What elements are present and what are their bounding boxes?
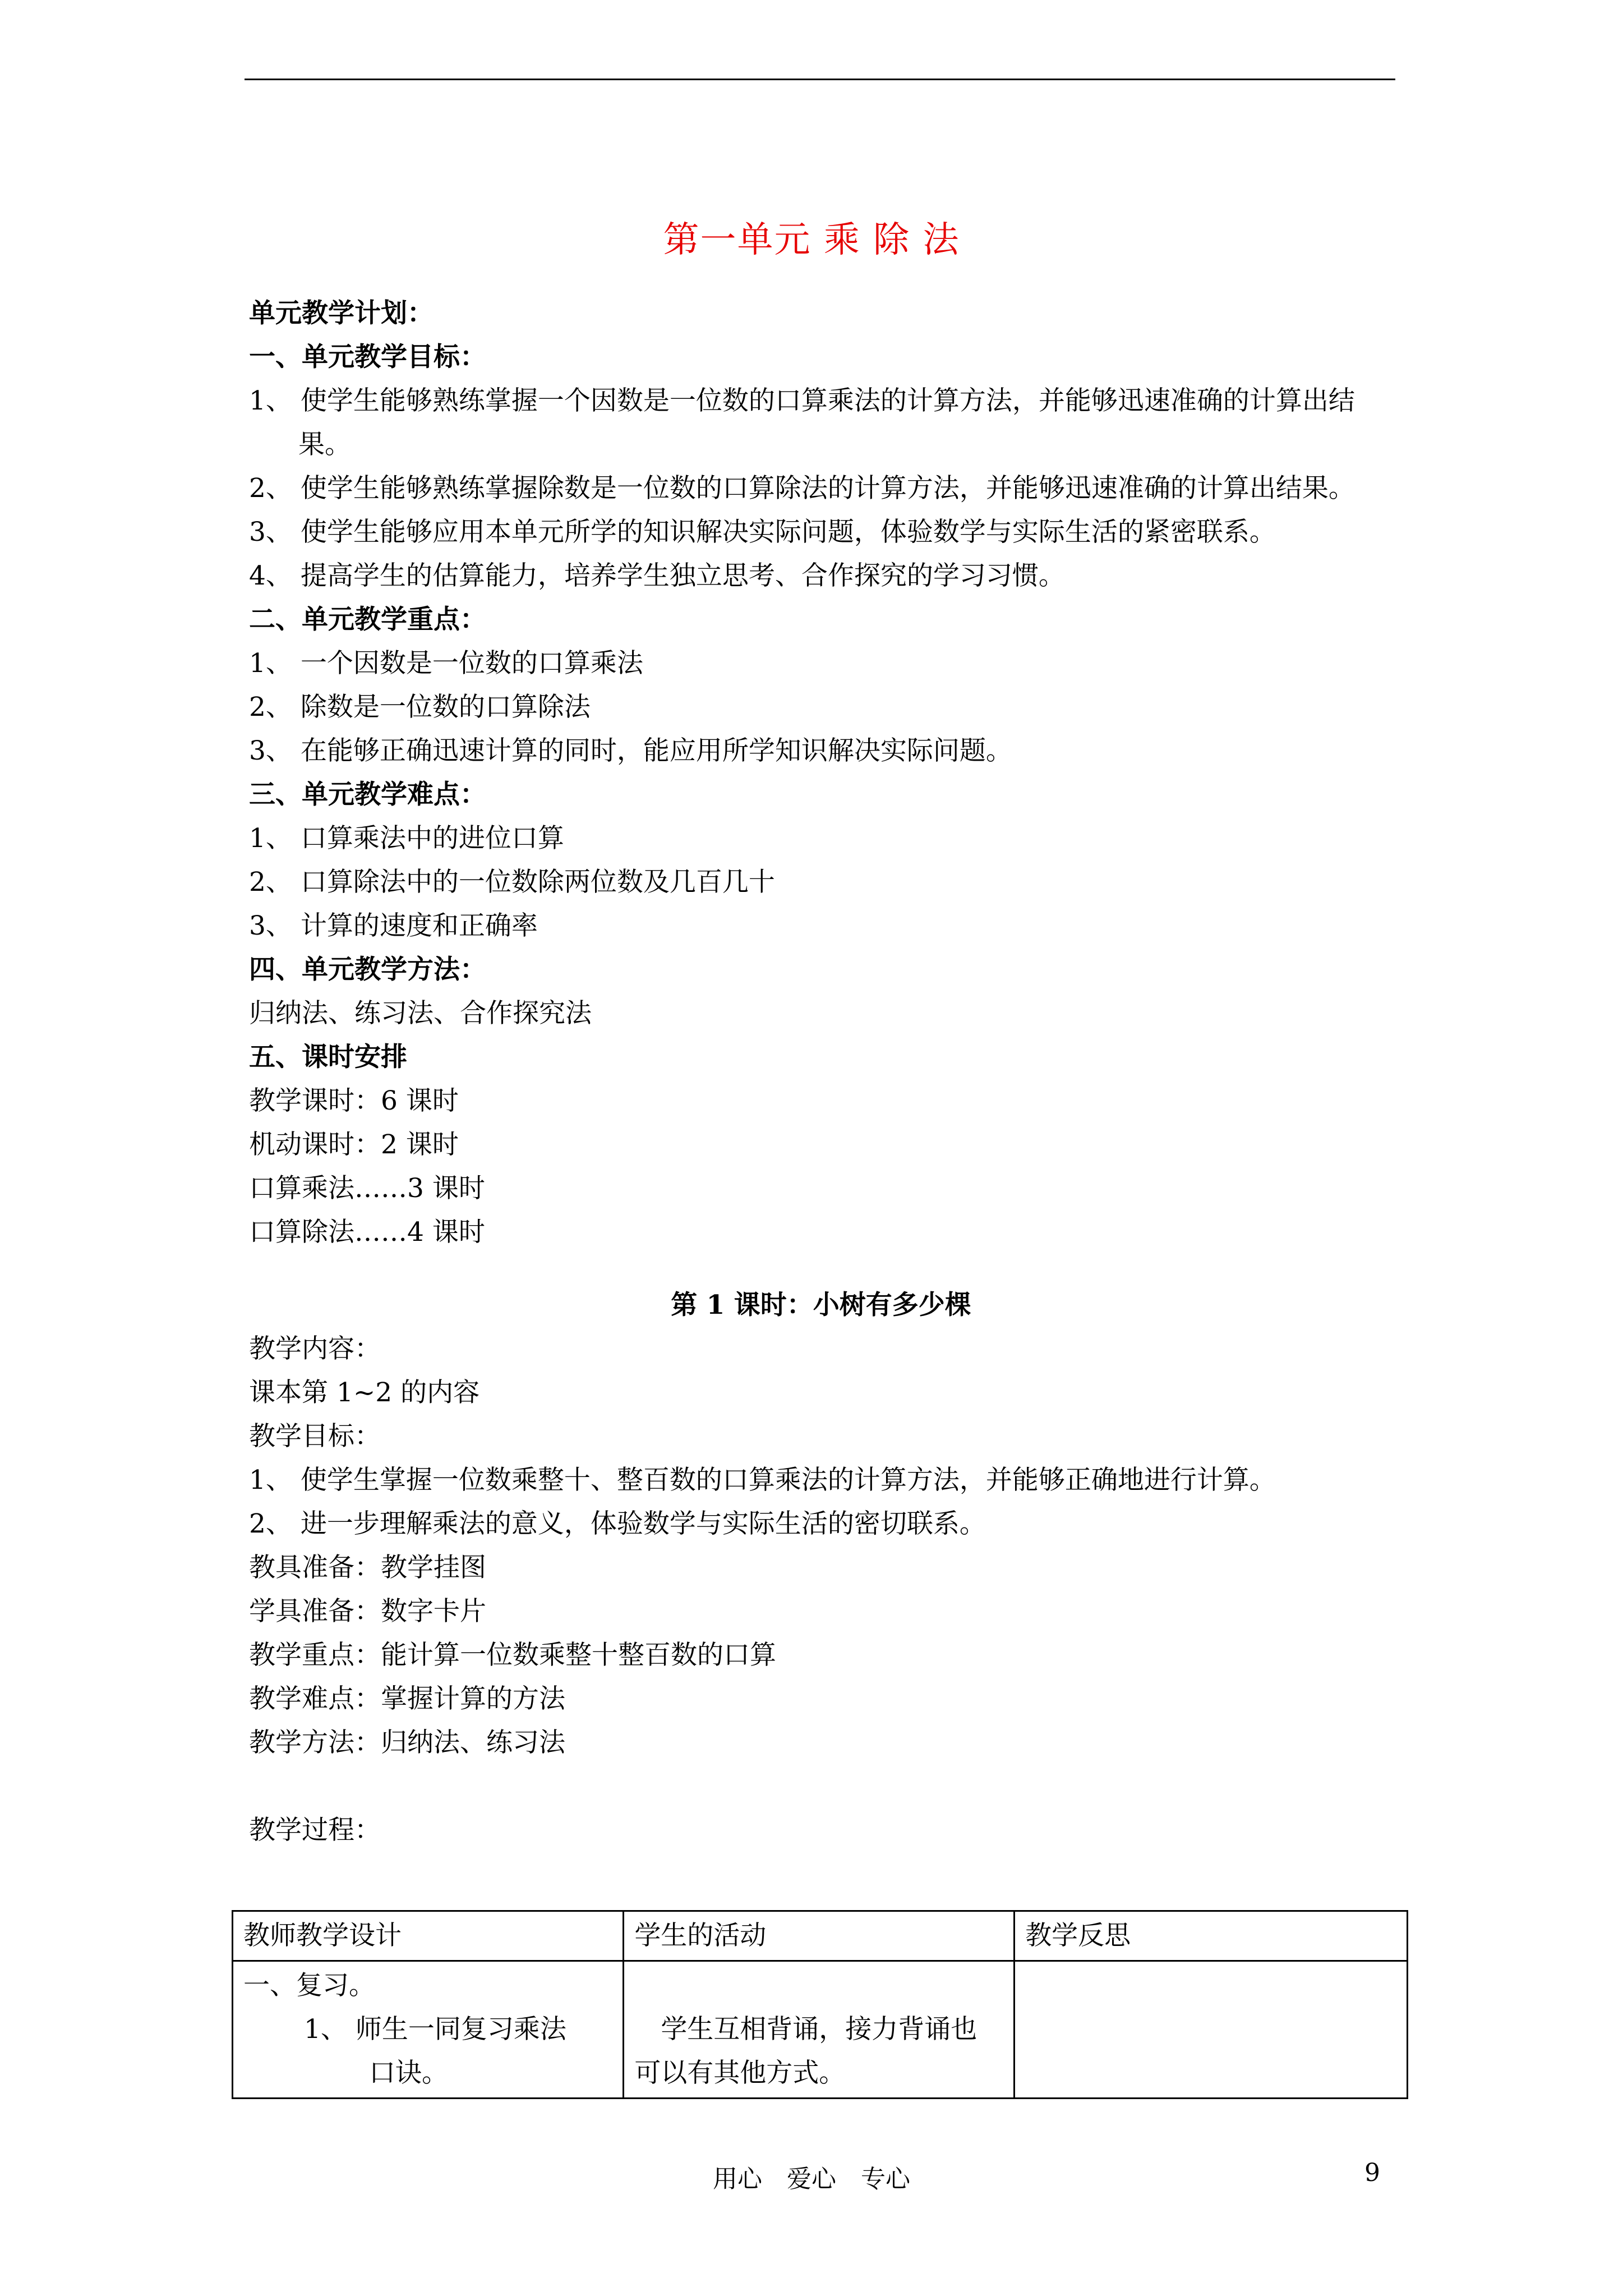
section-heading: 三、单元教学难点： [249, 779, 486, 810]
lesson-goal: 1、 使学生掌握一位数乘整十、整百数的口算乘法的计算方法，并能够正确地进行计算。 [249, 1465, 1276, 1496]
unit-title: 第一单元 乘 除 法 [663, 219, 960, 261]
student-activity-cell [624, 1961, 1015, 2099]
list-item: 2、 使学生能够熟练掌握除数是一位数的口算除法的计算方法，并能够迅速准确的计算出结果。 [249, 473, 1355, 504]
list-item: 4、 提高学生的估算能力，培养学生独立思考、合作探究的学习习惯。 [249, 560, 1065, 591]
process-label: 教学过程： [249, 1815, 381, 1846]
reflection-cell [1015, 1961, 1408, 2099]
list-item: 1、 口算乘法中的进位口算 [249, 823, 564, 854]
teacher-design-line: 1、 师生一同复习乘法 [304, 2014, 566, 2045]
plan-heading: 单元教学计划： [249, 298, 434, 329]
page-number: 9 [1364, 2159, 1380, 2187]
schedule-item: 教学课时：6 课时 [249, 1085, 459, 1116]
teacher-design-line: 一、复习。 [243, 1970, 375, 2001]
table-header-cell: 教师教学设计 [233, 1911, 624, 1961]
schedule-item: 口算除法……4 课时 [249, 1217, 485, 1248]
lesson-content: 课本第 1~2 的内容 [249, 1377, 480, 1408]
student-activity-text: 学生互相背诵，接力背诵也可以有其他方式。 [634, 2014, 978, 2088]
teacher-design-line: 口诀。 [369, 2058, 448, 2088]
teacher-design-cell [233, 1961, 624, 2099]
lesson-key-point: 教学重点：能计算一位数乘整十整百数的口算 [249, 1640, 776, 1671]
list-item: 3、 计算的速度和正确率 [249, 910, 538, 941]
section-text: 归纳法、练习法、合作探究法 [249, 998, 592, 1029]
section-heading: 五、课时安排 [249, 1042, 407, 1073]
lesson-goal-label: 教学目标： [249, 1421, 381, 1452]
section-heading: 一、单元教学目标： [249, 342, 486, 372]
list-item: 3、 使学生能够应用本单元所学的知识解决实际问题，体验数学与实际生活的紧密联系。 [249, 517, 1276, 547]
list-item: 3、 在能够正确迅速计算的同时，能应用所学知识解决实际问题。 [249, 735, 1012, 766]
header-rule [245, 79, 1395, 80]
lesson-process-table [232, 1910, 1408, 2099]
lesson-method: 教学方法：归纳法、练习法 [249, 1727, 565, 1758]
list-item: 2、 除数是一位数的口算除法 [249, 692, 591, 723]
table-header-row [233, 1911, 1408, 1961]
schedule-item: 机动课时：2 课时 [249, 1129, 459, 1160]
section-heading: 二、单元教学重点： [249, 604, 486, 635]
lesson-title: 第 1 课时：小树有多少棵 [671, 1290, 971, 1320]
teacher-tools: 教具准备：教学挂图 [249, 1552, 486, 1583]
list-item: 1、 一个因数是一位数的口算乘法 [249, 648, 643, 679]
section-heading: 四、单元教学方法： [249, 954, 486, 985]
table-header-cell: 学生的活动 [624, 1911, 1015, 1961]
table-header-cell: 教学反思 [1015, 1911, 1408, 1961]
schedule-item: 口算乘法……3 课时 [249, 1173, 485, 1204]
student-tools: 学具准备：数字卡片 [249, 1596, 486, 1627]
list-item: 1、 使学生能够熟练掌握一个因数是一位数的口算乘法的计算方法，并能够迅速准确的计算出结果。 [249, 385, 1355, 460]
table-row [233, 1961, 1408, 2099]
list-item: 2、 口算除法中的一位数除两位数及几百几十 [249, 867, 775, 898]
lesson-difficulty: 教学难点：掌握计算的方法 [249, 1683, 565, 1714]
lesson-content-label: 教学内容： [249, 1333, 381, 1364]
page-footer: 用心 爱心 专心 [713, 2165, 910, 2193]
lesson-goal: 2、 进一步理解乘法的意义，体验数学与实际生活的密切联系。 [249, 1508, 986, 1539]
document-body [249, 292, 1393, 1852]
